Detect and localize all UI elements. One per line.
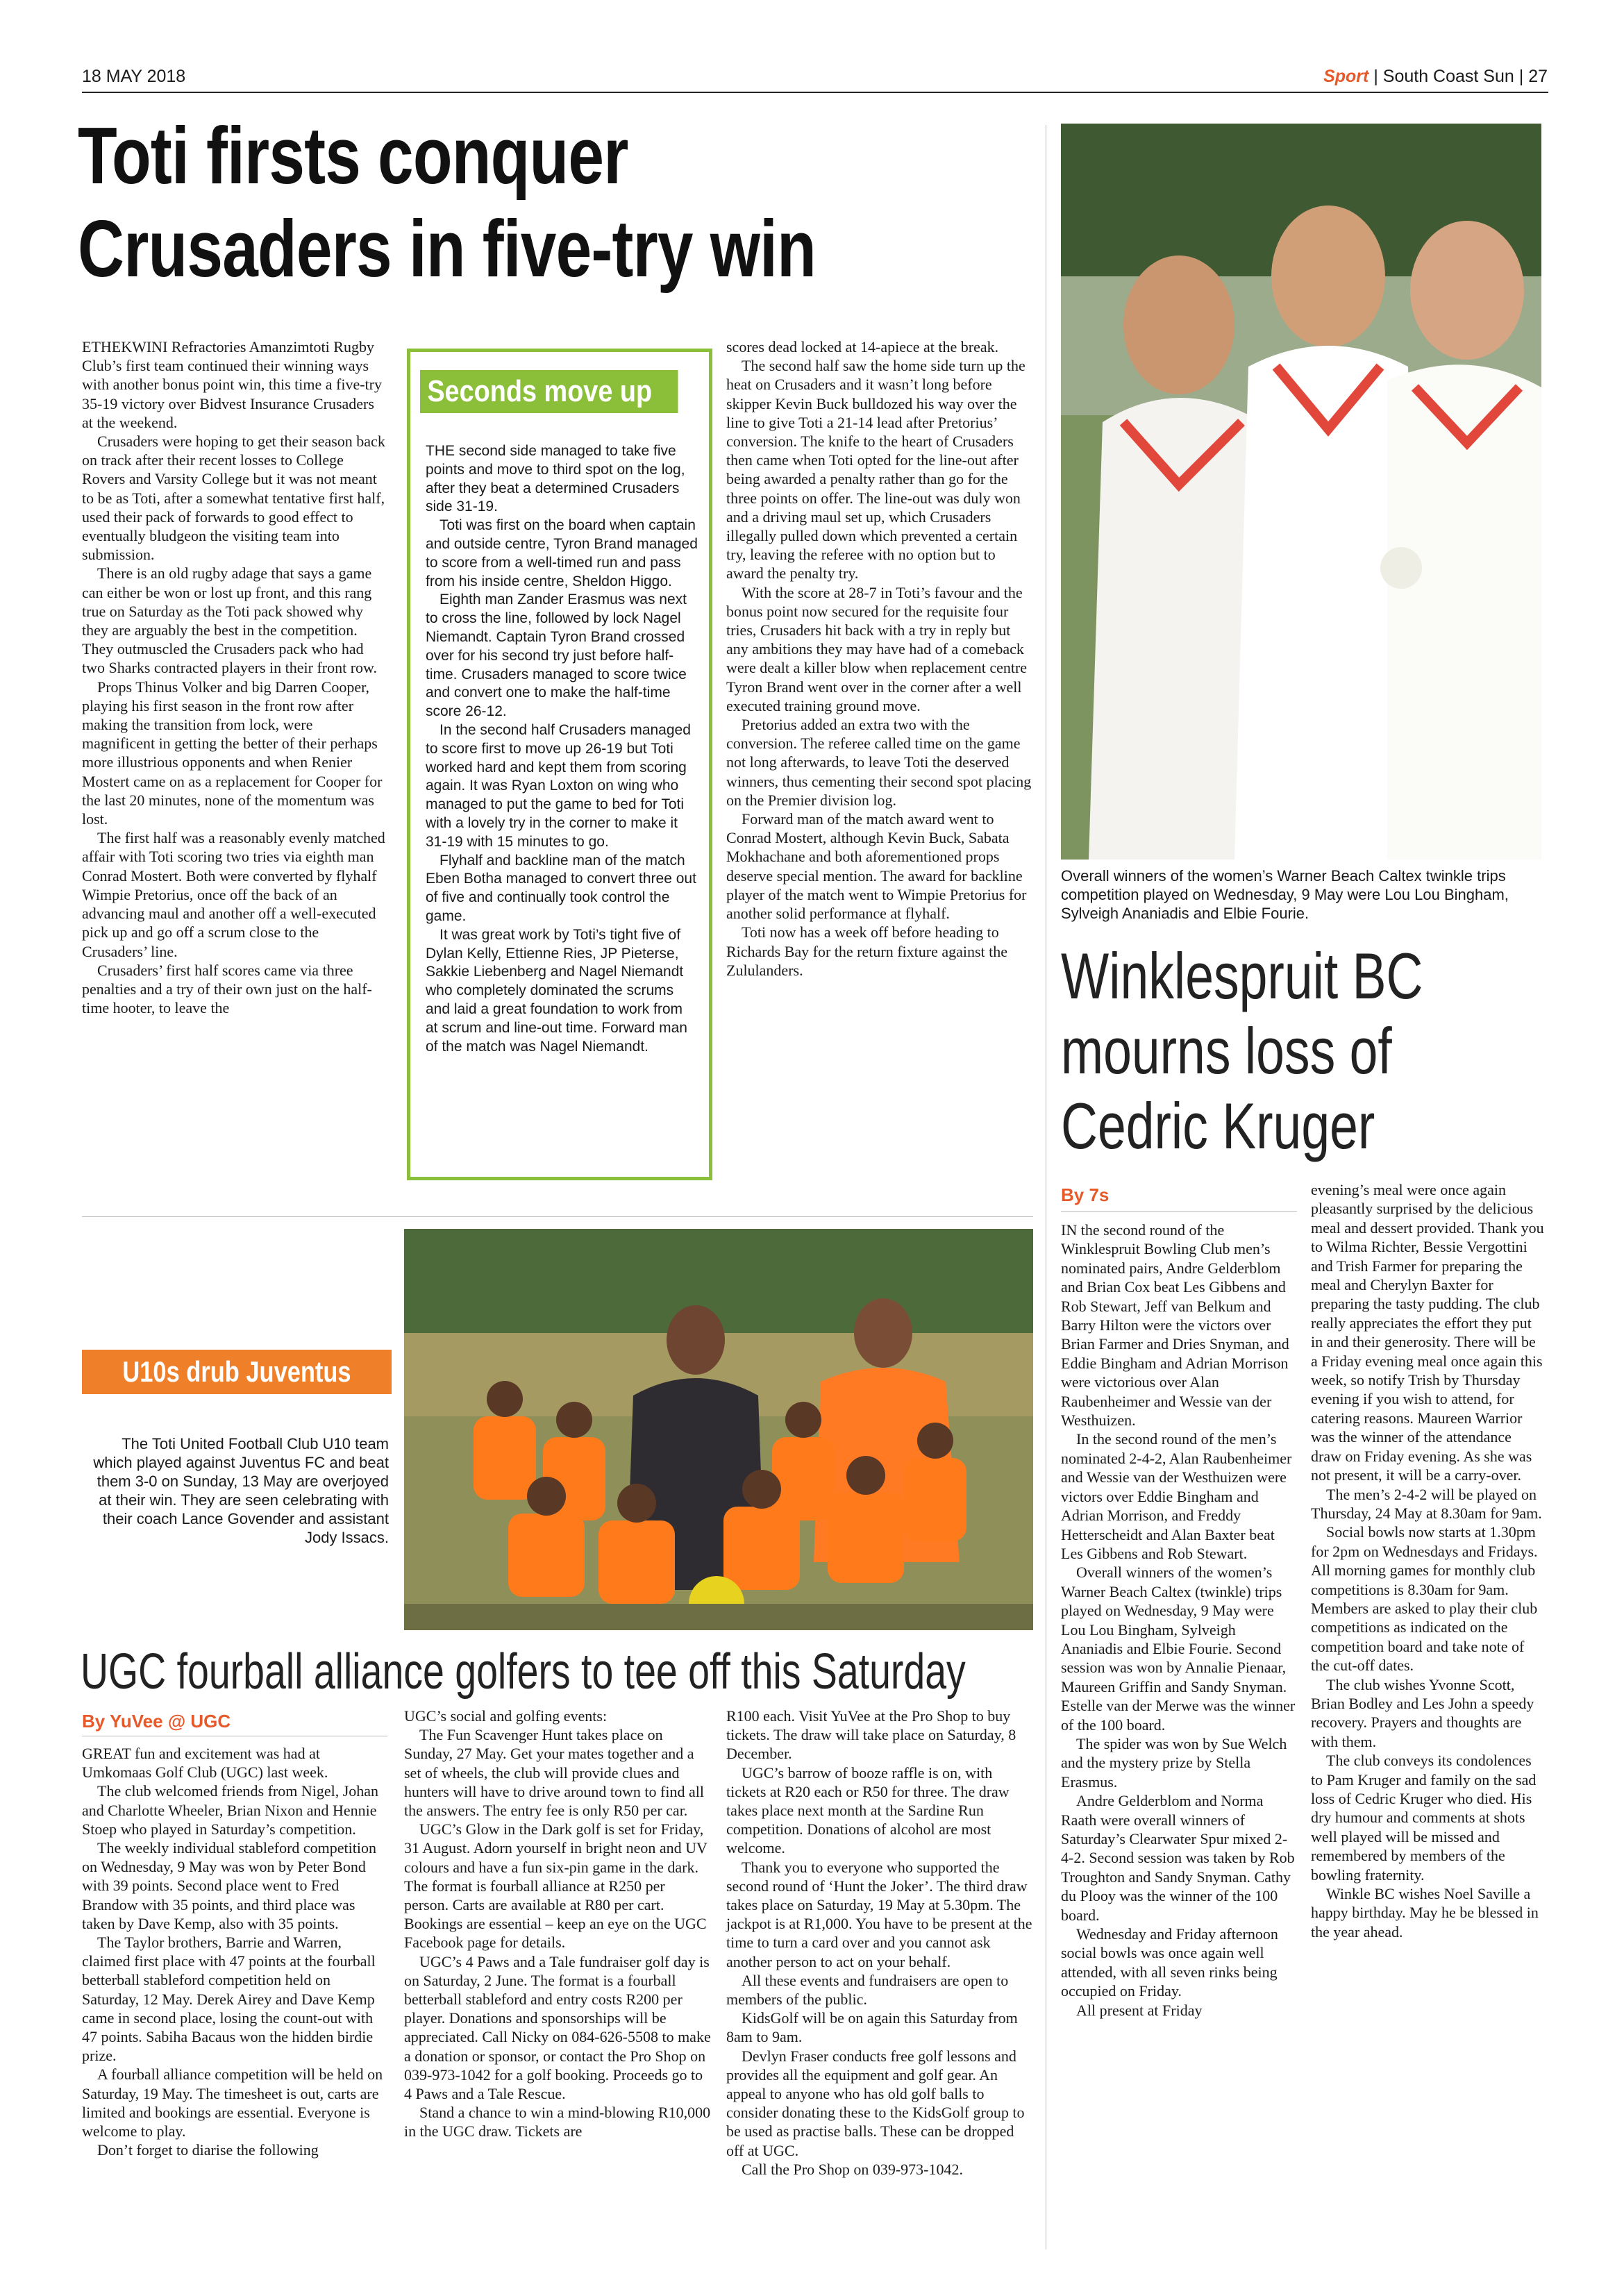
- bowls-photo-illustration: [1061, 124, 1541, 860]
- paragraph: ETHEKWINI Refractories Amanzimtoti Rugby Club’s first team continued their winning ways with another bonus point win, this time a five-try 35-19 victory over Bidvest Insurance Crusaders at the weekend.: [82, 338, 382, 431]
- paragraph: THE second side managed to take five points and move to third spot on the log, after they beat a determined Crusaders side 31-19.: [426, 443, 685, 515]
- bowls-headline: [1061, 939, 1547, 1164]
- paragraph: The spider was won by Sue Welch and the mystery prize by Stella Erasmus.: [1061, 1734, 1287, 1791]
- paragraph: Toti was first on the board when captain and outside centre, Tyron Brand managed to score from a well-timed run and pass from his inside centre, Sheldon Higgo.: [426, 517, 698, 589]
- paragraph: R100 each. Visit YuVee at the Pro Shop to buy tickets. The draw will take place on Saturday, 8 December.: [726, 1707, 1016, 1763]
- golf-byline: By YuVee @ UGC: [82, 1711, 231, 1732]
- paragraph: All present at Friday: [1076, 2001, 1203, 2019]
- main-headline-line1: Toti firsts conquer: [78, 110, 628, 201]
- paragraph: Winkle BC wishes Noel Saville a happy birthday. May he be blessed in the year ahead.: [1311, 1885, 1539, 1941]
- paragraph: Overall winners of the women’s Warner Beach Caltex (twinkle) trips played on Wednesday, 9 May were Lou Lou Bingham, Sylveigh Ananiadis and Elbie Fourie. Second session was won by Annalie Pienaar, Maureen Griffin and Sandy Snyman. Estelle van der Merwe was the winner of the 100 board.: [1061, 1564, 1296, 1734]
- paragraph: The men’s 2-4-2 will be played on Thursday, 24 May at 8.30am for 9am.: [1311, 1485, 1542, 1522]
- separator: |: [1518, 67, 1529, 86]
- paragraph: A fourball alliance competition will be held on Saturday, 19 May. The timesheet is out, carts are limited and bookings are essential. Everyone is welcome to play.: [82, 2065, 383, 2140]
- paragraph: Call the Pro Shop on 039-973-1042.: [742, 2160, 963, 2178]
- paragraph: UGC’s Glow in the Dark golf is set for Friday, 31 August. Adorn yourself in bright neon and UV colours and have a fun six-pin game in the dark. The format is fourball alliance at R250 per person. Carts are available at R80 per cart. Bookings are essential – keep an eye on the UGC Facebook page for details.: [404, 1820, 708, 1952]
- main-story-column-3: [726, 337, 1032, 980]
- section-name: Sport: [1323, 67, 1369, 86]
- bowls-headline-line1: Winklespruit BC: [1061, 939, 1423, 1012]
- paragraph: scores dead locked at 14-apiece at the break.: [726, 338, 999, 355]
- paragraph: KidsGolf will be on again this Saturday from 8am to 9am.: [726, 2009, 1018, 2046]
- paragraph: Don’t forget to diarise the following: [97, 2141, 319, 2159]
- publication-name: South Coast Sun: [1382, 67, 1514, 86]
- paragraph: In the second round of the men’s nominated 2-4-2, Alan Raubenheimer and Wessie van der Westhuizen were victors over Eddie Bingham and Adrian Morrison, and Freddy Hetterscheidt and Alan Baxter beat Les Gibbens and Rob Stewart.: [1061, 1430, 1292, 1562]
- paragraph: GREAT fun and excitement was had at Umkomaas Golf Club (UGC) last week.: [82, 1745, 328, 1782]
- bowls-winners-photo: [1061, 124, 1541, 860]
- paragraph: Stand a chance to win a mind-blowing R10,000 in the UGC draw. Tickets are: [404, 2104, 711, 2140]
- golf-story-column-3: [726, 1707, 1033, 2179]
- paragraph: Devlyn Fraser conducts free golf lessons and provides all the equipment and golf gear. An appeal to anyone who has old golf balls to consider donating these to the KidsGolf group to be used as practise balls. These can be dropped off at UGC.: [726, 2047, 1025, 2159]
- paragraph: Crusaders were hoping to get their season back on track after their recent losses to College Rovers and Varsity College but it was not meant to be as Toti, after a somewhat tentative first half, used their pack of forwards to good effect to eventually bludgeon the visiting team into submission.: [82, 433, 385, 564]
- golf-headline: [81, 1643, 1122, 1701]
- golf-headline-text: UGC fourball alliance golfers to tee off this Saturday: [81, 1644, 966, 1700]
- football-section-bar: [82, 1350, 392, 1394]
- paragraph: evening’s meal were once again pleasantly surprised by the delicious meal and dessert provided. Thank you to Wilma Richter, Bessie Vergottini and Trish Farmer for preparing the meal and Cherylyn Baxter for preparing the tasty pudding. The club really appreciates the effort they put in and their generosity. There will be a Friday evening meal once again this week, so notify Trish by Thursday evening if you wish to attend, for catering reasons. Maureen Warrior was the winner of the attendance draw on Friday evening. As she was not present, it will be a carry-over.: [1311, 1181, 1544, 1484]
- page-number: 27: [1528, 67, 1548, 86]
- bowls-story-column-2: [1311, 1180, 1546, 1941]
- football-caption: The Toti United Football Club U10 team which played against Juventus FC and beat them 3-0 on Sunday, 13 May are overjoyed at their win. They are seen celebrating with their coach Lance Govender and assistant Jody Issacs.: [93, 1435, 389, 1546]
- paragraph: The Fun Scavenger Hunt takes place on Sunday, 27 May. Get your mates together and a set of wheels, the club will provide clues and hunters will have to drive around town to find all the answers. The entry fee is only R50 per car.: [404, 1726, 704, 1820]
- football-team-photo: [404, 1229, 1033, 1630]
- football-photo-illustration: [404, 1229, 1033, 1630]
- separator: |: [1373, 67, 1383, 86]
- paragraph: It was great work by Toti’s tight five of Dylan Kelly, Ettienne Ries, JP Pieterse, Sakkie Liebenberg and Nagel Niemandt who completely dominated the scrums and laid a great foundation to work from at scrum and line-out time. Forward man of the match was Nagel Niemandt.: [426, 926, 687, 1055]
- paragraph: Andre Gelderblom and Norma Raath were overall winners of Saturday’s Clearwater Spur mixed 2-4-2. Second session was taken by Rob Troughton and Sandy Snyman. Cathy du Plooy was the winner of the 100 board.: [1061, 1792, 1295, 1924]
- paragraph: UGC’s barrow of booze raffle is on, with tickets at R20 each or R50 for three. The draw takes place next month at the Sardine Run competition. Donations of alcohol are most welcome.: [726, 1763, 1010, 1857]
- paragraph: Eighth man Zander Erasmus was next to cross the line, followed by lock Nagel Niemandt. Captain Tyron Brand crossed over for his second try just before half-time. Crusaders managed to score twice and convert one to make the half-time score 26-12.: [426, 592, 687, 720]
- paragraph: Wednesday and Friday afternoon social bowls was once again well attended, with all seven rinks being occupied on Friday.: [1061, 1925, 1278, 2000]
- bowls-photo-caption: Overall winners of the women’s Warner Beach Caltex twinkle trips competition played on Wednesday, 9 May were Lou Lou Bingham, Sylveigh Ananiadis and Elbie Fourie.: [1061, 867, 1509, 922]
- paragraph: There is an old rugby adage that says a game can either be won or lost up front, and this rang true on Saturday as the Toti pack showed why they are arguably the best in the competition. They outmuscled the Crusaders pack who had two Sharks contracted players in their front row.: [82, 564, 378, 677]
- page-date: 18 MAY 2018: [82, 67, 186, 86]
- seconds-box-body: [426, 442, 698, 1056]
- section-divider: [82, 1216, 1033, 1217]
- seconds-move-up-box: [407, 349, 712, 1180]
- paragraph: The first half was a reasonably evenly matched affair with Toti scoring two tries via eighth man Conrad Mostert. Both were converted by flyhalf Wimpie Pretorius, once off the back of an advancing maul and another off a well-executed pick up and go off a scrum close to the Crusaders’ line.: [82, 829, 385, 960]
- byline-rule: [1061, 1211, 1297, 1212]
- bowls-headline-line2: mourns loss of: [1061, 1014, 1392, 1087]
- bowls-byline: By 7s: [1061, 1184, 1110, 1205]
- paragraph: The club welcomed friends from Nigel, Johan and Charlotte Wheeler, Brian Nixon and Hennie Stoep who played in Saturday’s competition.: [82, 1782, 379, 1838]
- main-story-column-1: [82, 337, 387, 1017]
- bowls-headline-line3: Cedric Kruger: [1061, 1089, 1375, 1162]
- paragraph: Social bowls now starts at 1.30pm for 2pm on Wednesdays and Fridays. All morning games for monthly club competitions is 8.30am for 9am. Members are asked to play their club competitions as indicated on the competition board and take note of the cut-off dates.: [1311, 1523, 1538, 1675]
- paragraph: Crusaders’ first half scores came via three penalties and a try of their own just on the half-time hooter, to leave the: [82, 961, 372, 1017]
- paragraph: All these events and fundraisers are open to members of the public.: [726, 1971, 1009, 2009]
- paragraph: The club conveys its condolences to Pam Kruger and family on the sad loss of Cedric Kruger who died. His dry humour and comments at shots well played will be missed and remembered by members of the bowling fraternity.: [1311, 1752, 1537, 1884]
- main-headline-line2: Crusaders in five-try win: [78, 203, 816, 294]
- page-section-info: [1323, 67, 1548, 87]
- paragraph: Toti now has a week off before heading to Richards Bay for the return fixture against the Zululanders.: [726, 923, 1008, 979]
- paragraph: Pretorius added an extra two with the conversion. The referee called time on the game not long afterwards, to leave Toti the deserved winners, thus cementing their second spot placing on the Premier division log.: [726, 716, 1032, 809]
- paragraph: UGC’s social and golfing events:: [404, 1707, 608, 1725]
- paragraph: In the second half Crusaders managed to score first to move up 26-19 but Toti worked hard and kept them from scoring again. It was Ryan Loxton on wing who managed to put the game to bed for Toti with a lovely try in the corner to make it 31-19 with 15 minutes to go.: [426, 721, 691, 850]
- bowls-story-column-1: [1061, 1221, 1297, 2020]
- paragraph: Thank you to everyone who supported the second round of ‘Hunt the Joker’. The third draw takes place on Saturday, 19 May at 5.30pm. The jackpot is at R1,000. You have to be present at the time to turn a card over and you cannot ask another person to act on your behalf.: [726, 1858, 1032, 1970]
- paragraph: Flyhalf and backline man of the match Eben Botha managed to convert three out of five and continually took control the game.: [426, 852, 696, 924]
- paragraph: Forward man of the match award went to Conrad Mostert, although Kevin Buck, Sabata Mokhachane and both aforementioned props deserve special mention. The award for backline player of the match went to Wimpie Pretorius for another solid performance at flyhalf.: [726, 810, 1027, 923]
- paragraph: Props Thinus Volker and big Darren Cooper, playing his first season in the front row after making the transition from lock, were magnificent in getting the better of their perhaps more illustrious opponents and when Renier Mostert came on as a replacement for Cooper for the last 20 minutes, none of the momentum was lost.: [82, 678, 383, 828]
- paragraph: The weekly individual stableford competition on Wednesday, 9 May was won by Peter Bond with 39 points. Second place went to Fred Brandow with 35 points, and third place was taken by Dave Kemp, also with 35 points.: [82, 1839, 377, 1932]
- paragraph: The club wishes Yvonne Scott, Brian Bodley and Les John a speedy recovery. Prayers and thoughts are with them.: [1311, 1675, 1534, 1750]
- seconds-box-title: Seconds move up: [420, 370, 678, 413]
- paragraph: With the score at 28-7 in Toti’s favour and the bonus point now secured for the requisite four tries, Crusaders hit back with a try in reply but any ambitions they may have had of a comeback were dealt a killer blow when replacement centre Tyron Brand went over in the corner after a well executed training ground move.: [726, 583, 1028, 714]
- football-bar-title: U10s drub Juventus: [122, 1355, 351, 1388]
- header-rule: [82, 92, 1548, 93]
- paragraph: The Taylor brothers, Barrie and Warren, claimed first place with 47 points at the fourball betterball stableford competition held on Saturday, 12 May. Derek Airey and Dave Kemp came in second place, losing the count-out with 47 points. Sabiha Bacaus won the hidden birdie prize.: [82, 1934, 376, 2065]
- paragraph: The second half saw the home side turn up the heat on Crusaders and it wasn’t long before skipper Kevin Buck bulldozed his way over the line to give Toti a 21-14 lead after Pretorius’ conversion. The knife to the heart of Crusaders then came when Toti opted for the line-out after being awarded a penalty rather than go for the three points on offer. The line-out was duly won and a driving maul set up, which Crusaders illegally pulled down which prevented a certain try, leaving the referee with no option but to award the penalty try.: [726, 357, 1026, 583]
- golf-story-column-2: [404, 1707, 711, 2141]
- paragraph: UGC’s 4 Paws and a Tale fundraiser golf day is on Saturday, 2 June. The format is a fourball betterball stableford and entry costs R200 per player. Donations and sponsorships will be appreciated. Call Nicky on 084-626-5508 to make a donation or sponsor, or contact the Pro Shop on 039-973-1042 for a golf booking. Proceeds go to 4 Paws and a Tale Rescue.: [404, 1952, 711, 2103]
- golf-story-column-1: [82, 1744, 389, 2159]
- paragraph: IN the second round of the Winklespruit Bowling Club men’s nominated pairs, Andre Gelderblom and Brian Cox beat Les Gibbens and Rob Stewart, Jeff van Belkum and Barry Hilton were the victors over Brian Farmer and Dries Snyman, and Eddie Bingham and Adrian Morrison were victorious over Alan Raubenheimer and Wessie van der Westhuizen.: [1061, 1221, 1289, 1430]
